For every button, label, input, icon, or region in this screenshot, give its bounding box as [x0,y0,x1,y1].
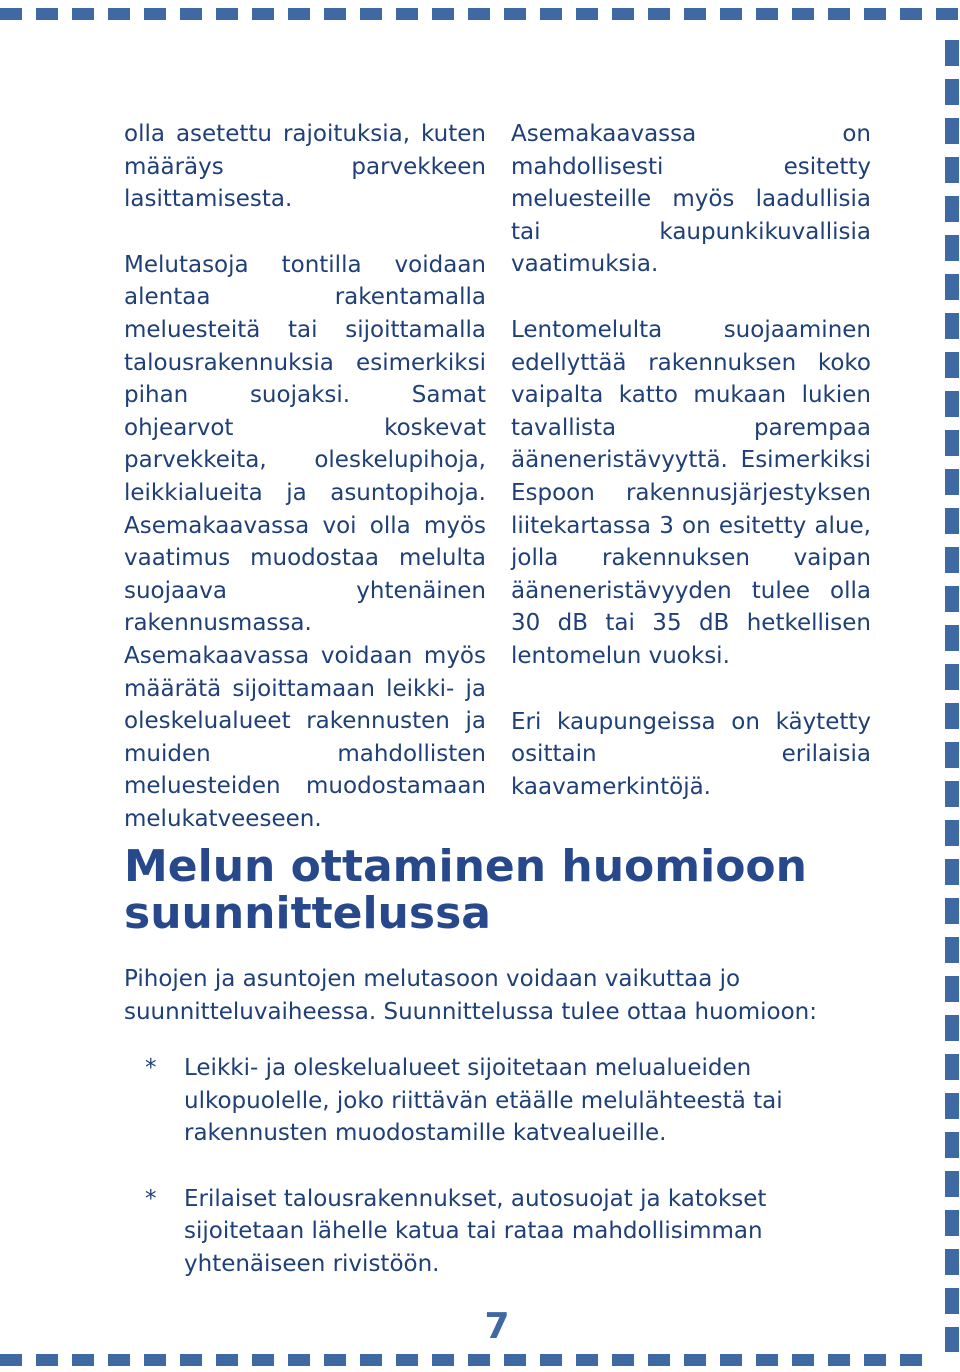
asterisk-bullet-icon: * [145,1185,157,1212]
right-paragraph-1: Asemakaavassa on mahdollisesti esitetty meluesteille myös laadullisia tai kaupunkikuvallisia vaatimuksia. [511,121,871,278]
list-item [145,1052,865,1150]
top-dashed-border [0,8,960,20]
right-dashed-border [945,40,959,1352]
bottom-dashed-border [0,1354,936,1366]
list-item [145,1183,865,1281]
right-column [511,118,871,836]
section-heading: Melun ottaminen huomioon suunnittelussa [124,841,807,939]
bullet-list [145,1052,865,1314]
left-paragraph-2: Melutasoja tontilla voidaan alentaa rakentamalla meluesteitä tai sijoittamalla talousrakennuksia esimerkiksi pihan suojaksi. Samat ohjearvot koskevat parvekkeita, oleskelupihoja, leikkialueita ja asuntopihoja. Asemakaavassa voi olla myös vaatimus muodostaa melulta suojaava yhtenäinen rakennusmassa. Asemakaavassa voidaan myös määrätä sijoittamaan leikki- ja oleskelualueet rakennusten ja muiden mahdollisten meluesteiden muodostamaan melukatveeseen. [124,251,486,832]
page-number: 7 [484,1306,510,1347]
left-column [124,118,486,868]
bullet-text-1: Leikki- ja oleskelualueet sijoitetaan melualueiden ulkopuolelle, joko riittävän etäälle melulähteestä tai rakennusten muodostamille katvealueille. [184,1055,783,1147]
asterisk-bullet-icon: * [145,1055,157,1081]
bullet-text-2: Erilaiset talousrakennukset, autosuojat ja katokset sijoitetaan lähelle katua tai rataa mahdollisimman yhtenäiseen rivistöön. [184,1185,767,1277]
section-intro: Pihojen ja asuntojen melutasoon voidaan vaikuttaa jo suunnitteluvaiheessa. Suunnittelussa tulee ottaa huomioon: [124,966,818,1025]
right-paragraph-2: Lentomelulta suojaaminen edellyttää rakennuksen koko vaipalta katto mukaan lukien tavallista parempaa ääneneristävyyttä. Esimerkiksi Espoon rakennusjärjestyksen liitekartassa 3 on esitetty alue, jolla rakennuksen vaipan ääneneristävyyden tulee olla 30 dB tai 35 dB hetkellisen lentomelun vuoksi. [511,316,871,669]
right-paragraph-3: Eri kaupungeissa on käytetty osittain erilaisia kaavamerkintöjä. [511,708,871,800]
left-paragraph-1: olla asetettu rajoituksia, kuten määräys parvekkeen lasittamisesta. [124,121,486,213]
